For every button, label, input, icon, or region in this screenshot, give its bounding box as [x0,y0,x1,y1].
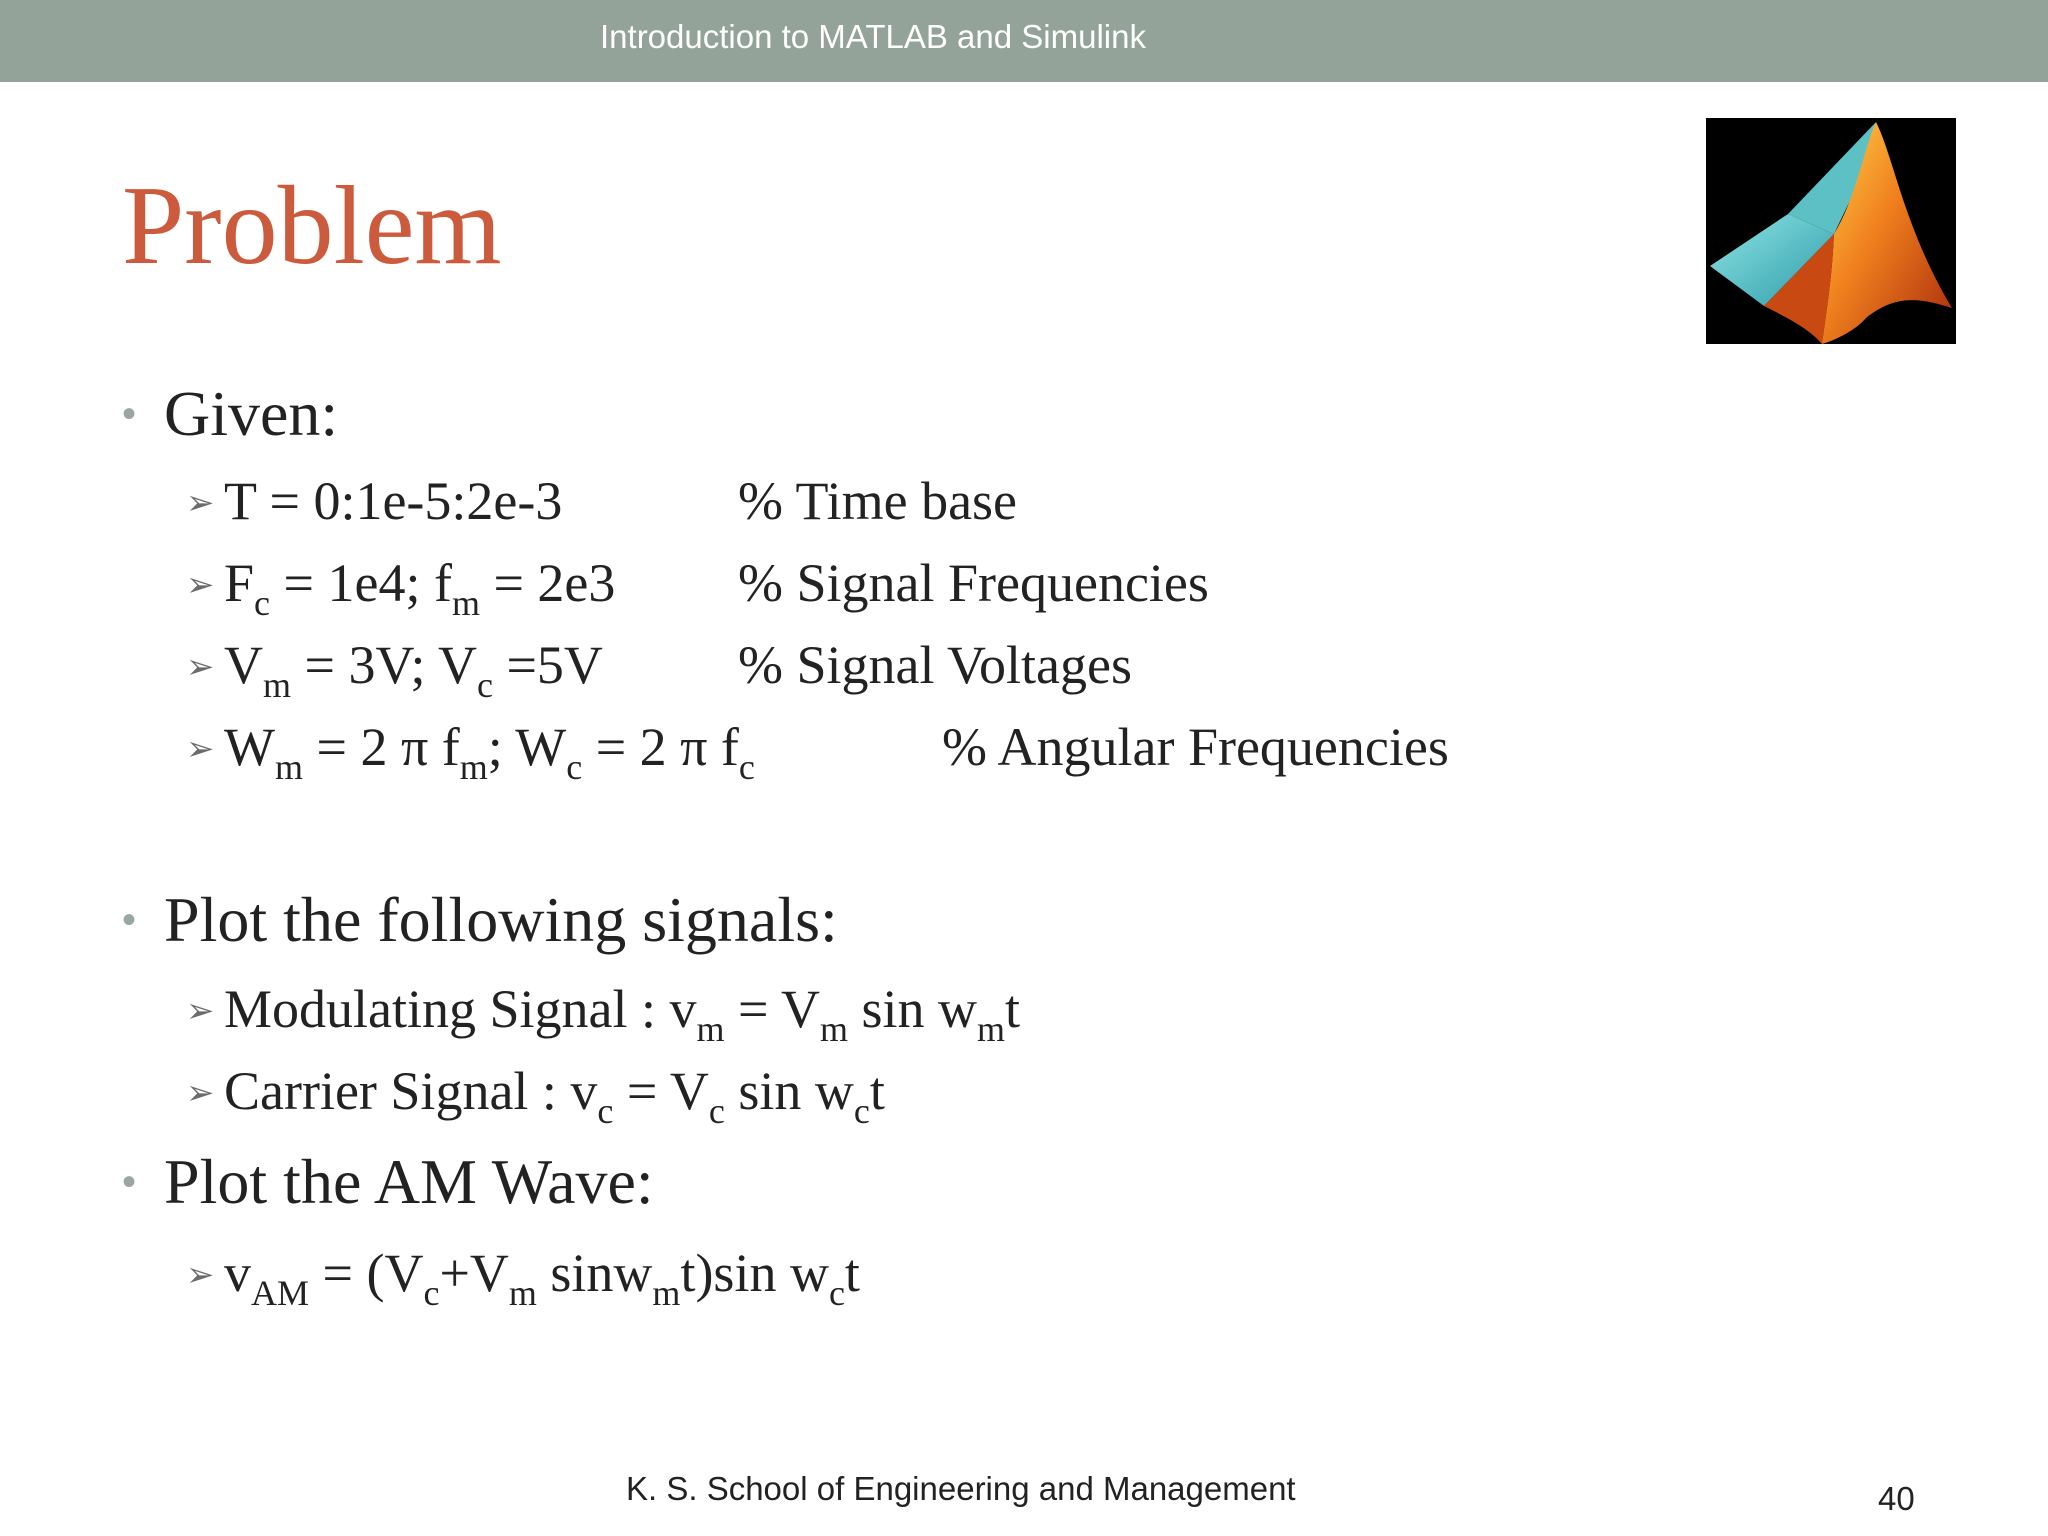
arrow-bullet-icon: ➢ [186,482,215,523]
comment-time-base: % Time base [738,471,1018,531]
given-row-frequencies: ➢ $F_c = 1e4$; $f_m = 2e3$ [186,553,616,623]
bullet-dot-icon: • [122,898,137,943]
bullet-dot-icon: • [122,1160,137,1205]
arrow-bullet-icon: ➢ [186,728,215,769]
bullet-am-wave [122,1146,654,1217]
given-row-angular: ➢ $W_m = 2$ π $f_m$; $W_c = 2$ π $f_c$ [186,717,755,787]
plot-signals-label: Plot the following signals: [164,884,838,955]
am-wave-formula: ➢ $v_{AM} = (V_c+V_m$ sinw$_m$t)sin $w_ct$ [186,1243,860,1313]
bullet-plot-signals [122,884,838,955]
slide-title: Problem [122,164,502,288]
footer-institution: K. S. School of Engineering and Management [626,1470,1296,1507]
comment-signal-frequencies: % Signal Frequencies [738,553,1209,613]
comment-signal-voltages: % Signal Voltages [738,635,1133,695]
given-row-time-base: ➢ T = 0:1e-5:2e-3 [186,471,563,531]
arrow-bullet-icon: ➢ [186,1254,215,1295]
modulating-signal: ➢ Modulating Signal : $v_m = V_m$ $\sin w_mt$ [186,979,1021,1049]
arrow-bullet-icon: ➢ [186,646,215,687]
matlab-logo-icon [1706,118,1956,344]
arrow-bullet-icon: ➢ [186,564,215,605]
bullet-dot-icon: • [122,392,137,437]
presentation-title: Introduction to MATLAB and Simulink [600,18,1146,55]
given-row-voltages: ➢ $V_m = 3V$; $V_c =5V$ [186,635,603,705]
given-label: Given: [164,378,339,449]
comment-angular-frequencies: % Angular Frequencies [942,717,1449,777]
bullet-given [122,378,339,449]
arrow-bullet-icon: ➢ [186,990,215,1031]
carrier-signal: ➢ Carrier Signal : $v_c = V_c$ $\sin w_ct$ [186,1061,885,1131]
arrow-bullet-icon: ➢ [186,1072,215,1113]
am-wave-label: Plot the AM Wave: [164,1146,654,1217]
matlab-logo-svg [1706,118,1956,344]
page-number: 40 [1878,1480,1915,1517]
